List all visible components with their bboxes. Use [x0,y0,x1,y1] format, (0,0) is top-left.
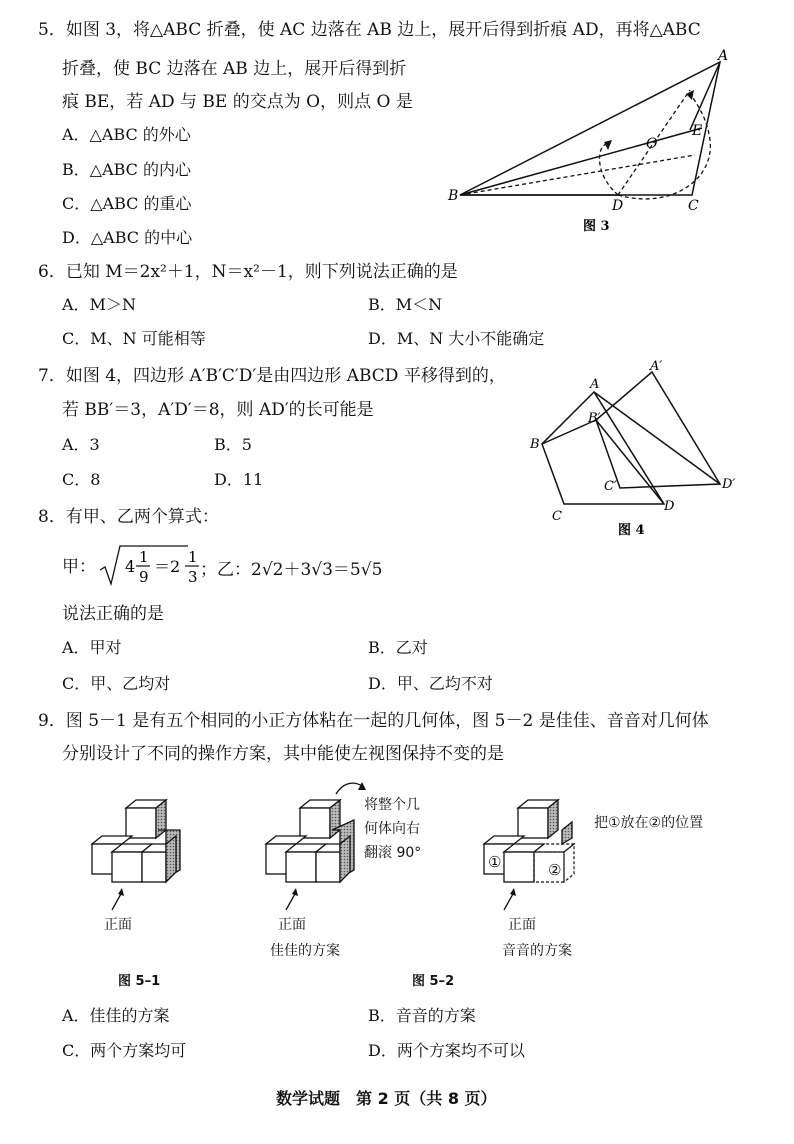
svg-text:4: 4 [125,557,136,576]
svg-text:3: 3 [188,568,198,586]
rotate-note-line3: 翻滚 90° [364,845,422,861]
label-c: C [688,198,699,214]
label-d-prime: D′ [722,477,736,492]
figure-3-caption: 图 3 [583,219,610,234]
q5-option-a: A．△ABC 的外心 [62,125,191,144]
jiajia-plan-label: 佳佳的方案 [270,943,340,959]
q8-option-d: D．甲、乙均不对 [368,674,493,693]
q5-stem-line3: 痕 BE，若 AD 与 BE 的交点为 O，则点 O 是 [62,92,413,112]
q8-formula-yi: ；乙：2√2＋3√3＝5√5 [200,560,383,580]
q5-stem-line2: 折叠，使 BC 边落在 AB 边上，展开后得到折 [62,59,407,79]
move-note: 把①放在②的位置 [594,815,704,831]
q5-option-d: D．△ABC 的中心 [62,228,193,247]
figure-5-2-caption: 图 5–2 [412,974,455,989]
q7-option-c: C．8 [62,470,101,489]
q5-option-c: C．△ABC 的重心 [62,194,192,213]
triangle-abc [460,62,720,195]
segment-a-d2 [594,392,720,484]
figure-4 [530,360,770,540]
yinyin-plan-label: 音音的方案 [502,943,572,959]
crease-bde [460,128,702,195]
label-o: O [646,136,658,152]
label-b-prime: B′ [588,411,601,426]
q7-option-a: A．3 [62,435,100,454]
circle-marker-1: ① [488,853,502,871]
q7-stem-line2: 若 BB′＝3，A′D′＝8，则 AD′的长可能是 [62,400,374,420]
svg-text:1: 1 [188,548,198,566]
q8-ask: 说法正确的是 [62,604,164,624]
label-a: A [718,48,729,64]
q6-stem: 6．已知 M＝2x²＋1，N＝x²－1，则下列说法正确的是 [38,262,458,282]
page-footer: 数学试题 第 2 页（共 8 页） [276,1089,497,1108]
q9-option-b: B．音音的方案 [368,1006,476,1025]
q6-option-b: B．M＜N [368,295,443,314]
label-d: D [612,198,624,214]
q6-option-a: A．M＞N [62,295,136,314]
svg-text:9: 9 [139,568,149,586]
figure-5-2-jiajia-solid [262,780,372,920]
q6-option-c: C．M、N 可能相等 [62,329,206,348]
rotate-note-line1: 将整个几 [364,797,420,813]
fold-dashed-1 [460,155,695,195]
q6-option-d: D．M、N 大小不能确定 [368,329,545,348]
q7-option-d: D．11 [214,470,264,489]
q9-option-c: C．两个方案均可 [62,1041,187,1060]
q5-stem-line1: 5．如图 3，将△ABC 折叠，使 AC 边落在 AB 边上，展开后得到折痕 AD，再将△ABC [38,20,701,40]
label-c: C [552,509,562,524]
figure-3 [440,50,740,240]
svg-text:1: 1 [139,548,149,566]
q9-stem-line1: 9．图 5－1 是有五个相同的小正方体粘在一起的几何体，图 5－2 是佳佳、音音对几何体 [38,711,709,731]
figure-5-2-jiajia-front-label: 正面 [278,917,306,933]
svg-text:＝2: ＝2 [154,557,181,576]
figure-4-caption: 图 4 [618,523,645,538]
q9-option-d: D．两个方案均不可以 [368,1041,525,1060]
rotate-note-line2: 何体向右 [364,821,420,837]
figure-5-1-front-label: 正面 [104,917,132,933]
label-a: A [590,377,600,392]
label-c-prime: C′ [604,479,617,494]
label-b: B [448,188,459,204]
q5-option-b: B．△ABC 的内心 [62,160,192,179]
label-d: D [664,499,675,514]
figure-5-2-yinyin-front-label: 正面 [508,917,536,933]
q7-stem-line1: 7．如图 4，四边形 A′B′C′D′是由四边形 ABCD 平移得到的， [38,366,506,386]
arrow-head-2 [686,90,694,100]
figure-5-1-caption: 图 5–1 [118,974,161,989]
figure-5-1-solid [88,800,198,920]
label-e: E [692,123,703,139]
q7-option-b: B．5 [214,435,252,454]
label-b: B [530,437,540,452]
q8-jia-label: 甲： [62,557,96,577]
label-a-prime: A′ [650,359,663,374]
circle-marker-2: ② [548,861,562,879]
q9-stem-line2: 分别设计了不同的操作方案，其中能使左视图保持不变的是 [62,744,504,764]
q8-option-b: B．乙对 [368,638,428,657]
q8-stem: 8．有甲、乙两个算式： [38,507,219,527]
q8-option-c: C．甲、乙均对 [62,674,171,693]
q8-option-a: A．甲对 [62,638,122,657]
q9-option-a: A．佳佳的方案 [62,1006,170,1025]
